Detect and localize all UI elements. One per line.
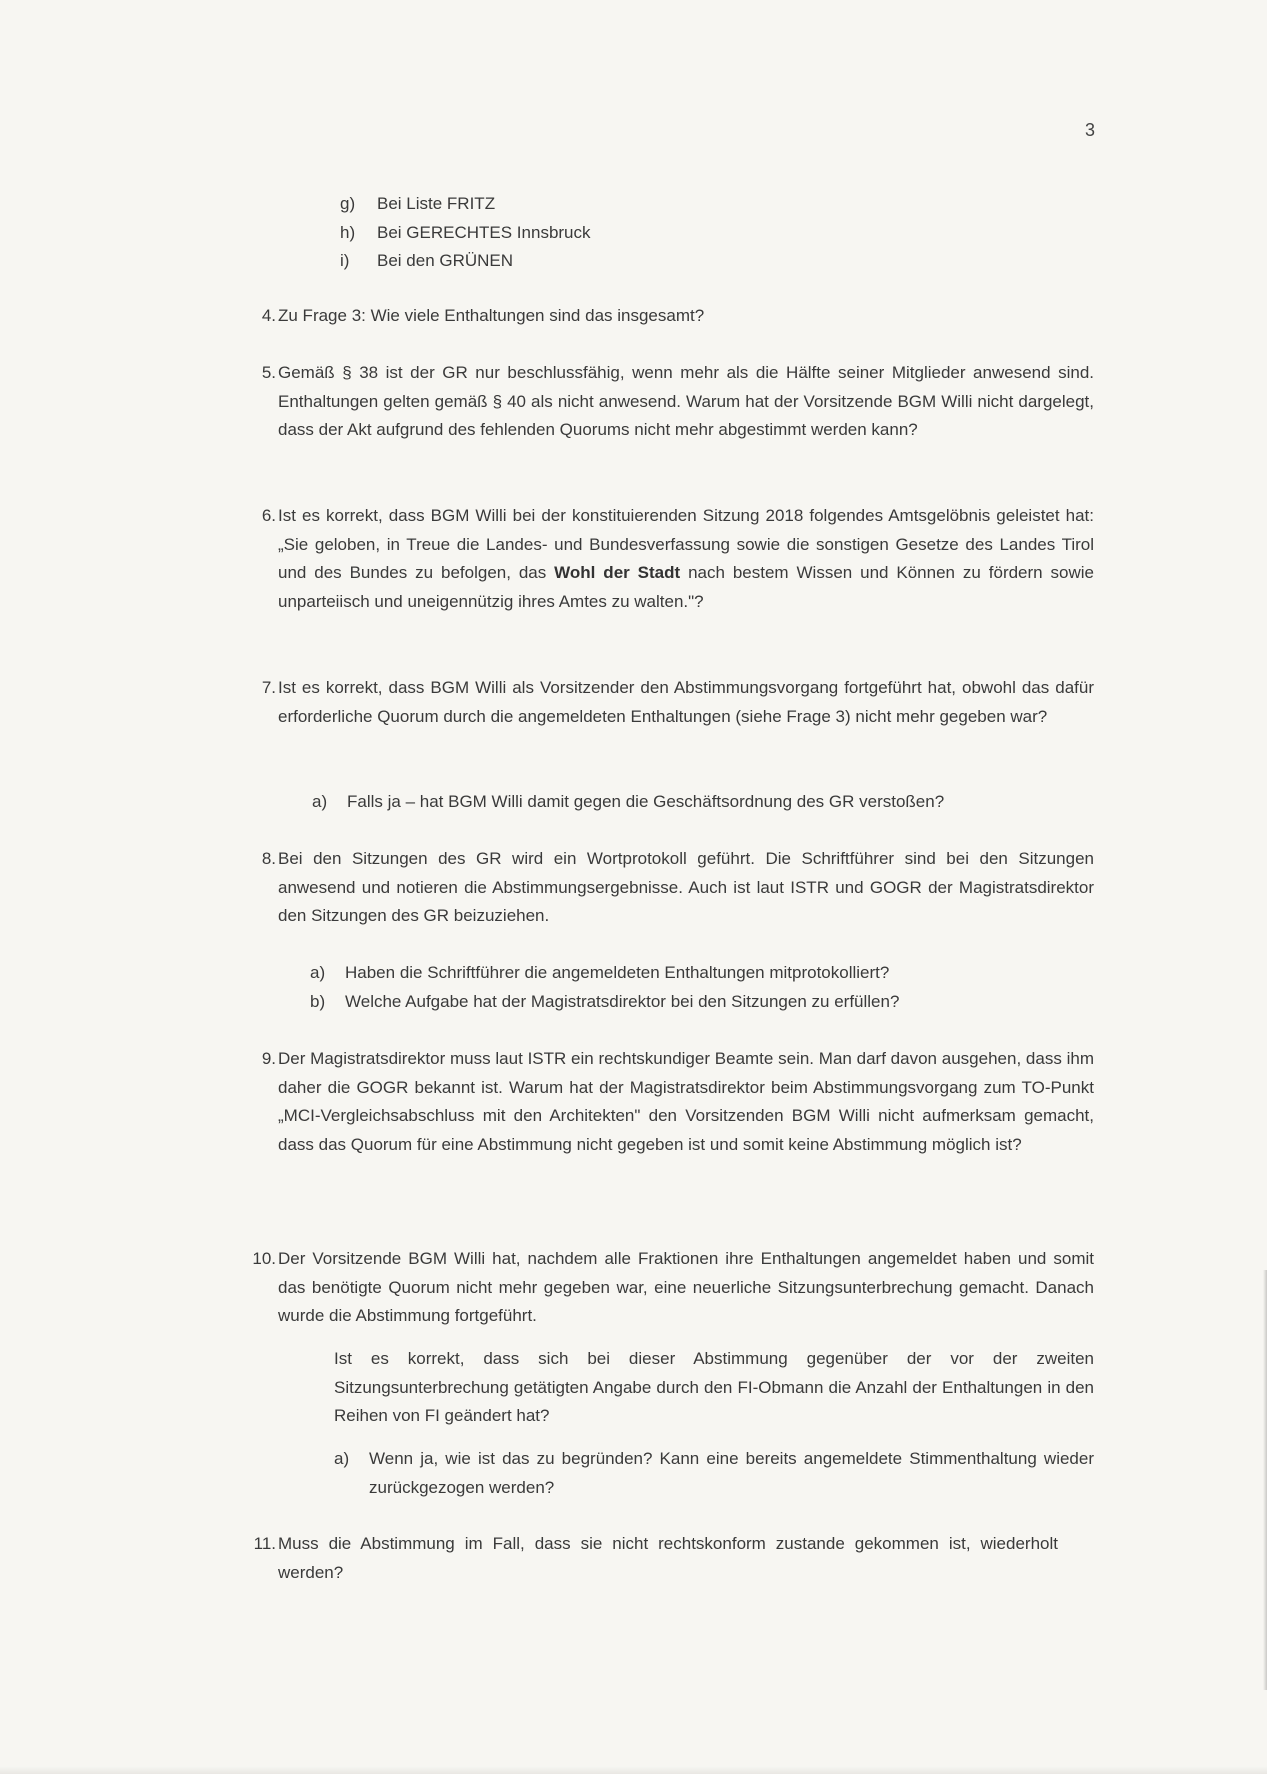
list-item — [312, 788, 944, 817]
question-8 — [261, 845, 1094, 931]
list-item-label: g) — [340, 194, 356, 213]
list-item — [340, 219, 591, 248]
question-number: 7. — [261, 678, 276, 697]
question-text-bold: Wohl der Stadt — [554, 563, 681, 583]
scan-bottom-shadow — [0, 1766, 1267, 1774]
list-item — [340, 247, 591, 276]
list-item — [310, 959, 899, 988]
question-text: Zu Frage 3: Wie viele Enthaltungen sind das insgesamt? — [278, 306, 705, 325]
question-number: 10. — [252, 1249, 276, 1268]
question-number: 4. — [261, 306, 276, 325]
question-number: 5. — [261, 363, 276, 382]
list-item-text: Bei Liste FRITZ — [377, 194, 496, 213]
list-item-label: a) — [312, 792, 328, 811]
question-9 — [261, 1045, 1094, 1159]
question-11 — [253, 1530, 1058, 1587]
question-text-part: nach bestem Wissen und Können zu fördern sowie unparteiisch und uneigennützig ihres Amtes zu walten."? — [278, 563, 1094, 611]
question-6 — [261, 502, 1094, 616]
list-item — [340, 190, 591, 219]
question-10-followup — [334, 1345, 1094, 1431]
question-followup-text: Ist es korrekt, dass sich bei dieser Abstimmung gegenüber der vor der zweiten Sitzungsunterbrechung getätigten Angabe durch den FI-Obmann die Anzahl der Enthaltungen in den Reihen von FI geändert hat? — [334, 1349, 1094, 1426]
list-item — [310, 988, 899, 1017]
question-number: 6. — [261, 506, 276, 525]
question-text: Muss die Abstimmung im Fall, dass sie nicht rechtskonform zustande gekommen ist, wiederholt werden? — [278, 1534, 1058, 1582]
question-number: 9. — [261, 1049, 276, 1068]
question-number: 11. — [253, 1534, 276, 1553]
list-item-label: a) — [334, 1449, 350, 1468]
top-subitem-list — [340, 190, 591, 276]
question-4 — [261, 302, 1094, 331]
list-item — [334, 1445, 1094, 1502]
question-10 — [252, 1245, 1094, 1331]
question-text: Der Vorsitzende BGM Willi hat, nachdem alle Fraktionen ihre Enthaltungen angemeldet haben und somit das benötigte Quorum nicht mehr gegeben war, eine neuerliche Sitzungsunterbrechung gemacht. Danach wurde die Abstimmung fortgeführt. — [278, 1249, 1094, 1326]
question-text — [278, 502, 1094, 616]
question-text: Der Magistratsdirektor muss laut ISTR ein rechtskundiger Beamte sein. Man darf davon ausgehen, dass ihm daher die GOGR bekannt ist. Warum hat der Magistratsdirektor beim Abstimmungsvorgang zum TO-Punkt „MCI-Vergleichsabschluss mit den Architekten" den Vorsitzenden BGM Willi nicht aufmerksam gemacht, dass das Quorum für eine Abstimmung nicht gegeben ist und somit keine Abstimmung möglich ist? — [278, 1049, 1094, 1154]
question-number: 8. — [261, 849, 276, 868]
question-8-subitems — [310, 959, 899, 1016]
question-text: Ist es korrekt, dass BGM Willi als Vorsitzender den Abstimmungsvorgang fortgeführt hat, obwohl das dafür erforderliche Quorum durch die angemeldeten Enthaltungen (siehe Frage 3) nicht mehr gegeben war? — [278, 678, 1094, 726]
list-item-label: h) — [340, 222, 356, 242]
list-item-label: b) — [310, 991, 326, 1011]
list-item-text: Wenn ja, wie ist das zu begründen? Kann eine bereits angemeldete Stimmenthaltung wieder zurückgezogen werden? — [369, 1449, 1094, 1497]
list-item-label: i) — [340, 251, 350, 270]
scan-edge-shadow — [1263, 1270, 1267, 1690]
question-text: Bei den Sitzungen des GR wird ein Wortprotokoll geführt. Die Schriftführer sind bei den Sitzungen anwesend und notieren die Abstimmungsergebnisse. Auch ist laut ISTR und GOGR der Magistratsdirektor den Sitzungen des GR beizuziehen. — [278, 849, 1094, 926]
question-7-subitems — [312, 788, 944, 817]
list-item-text: Bei den GRÜNEN — [377, 251, 514, 270]
list-item-text: Welche Aufgabe hat der Magistratsdirektor bei den Sitzungen zu erfüllen? — [345, 991, 900, 1011]
question-10-subitems — [334, 1445, 1094, 1502]
question-text-part: Ist es korrekt, dass BGM Willi bei der konstituierenden Sitzung 2018 folgendes Amtsgelöbnis geleistet hat: „Sie geloben, in Treue die Landes- und Bundesverfassung sowie die sonstigen Gesetze des Landes Tirol und des Bundes zu befolgen, das — [278, 506, 1094, 583]
list-item-text: Falls ja – hat BGM Willi damit gegen die Geschäftsordnung des GR verstoßen? — [347, 792, 945, 811]
question-7 — [261, 674, 1094, 731]
page-number: 3 — [1085, 120, 1096, 140]
question-5 — [261, 359, 1094, 445]
list-item-text: Bei GERECHTES Innsbruck — [377, 222, 591, 242]
list-item-text: Haben die Schriftführer die angemeldeten Enthaltungen mitprotokolliert? — [345, 963, 890, 982]
question-text: Gemäß § 38 ist der GR nur beschlussfähig, wenn mehr als die Hälfte seiner Mitglieder anwesend sind. Enthaltungen gelten gemäß § 40 als nicht anwesend. Warum hat der Vorsitzende BGM Willi nicht dargelegt, dass der Akt aufgrund des fehlenden Quorums nicht mehr abgestimmt werden kann? — [278, 363, 1094, 440]
list-item-label: a) — [310, 963, 326, 982]
